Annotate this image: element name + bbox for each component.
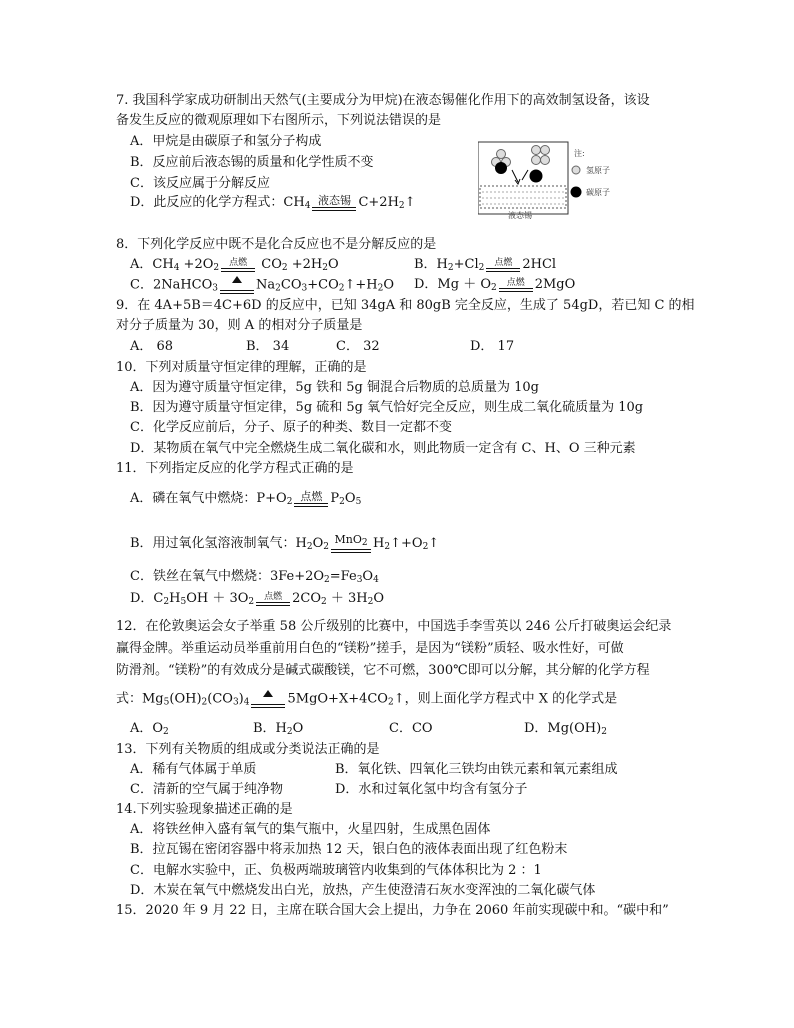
q8-b-condition: 点燃 <box>484 258 522 272</box>
q7-stem-line2: 备发生反应的微观原理如下右图所示，下列说法错误的是 <box>116 113 442 128</box>
carbon-atom-product <box>530 170 543 183</box>
q8-option-b: B．$H_2+Cl_2$ 点燃 2HCl <box>414 257 557 273</box>
q12-option-d: D．$Mg(OH)_2$ <box>524 721 607 737</box>
q14-option-d: D．木炭在氧气中燃烧发出白光，放热，产生使澄清石灰水变浑浊的二氧化碳气体 <box>130 883 596 898</box>
q7-reaction-diagram <box>478 140 628 220</box>
q12-option-c: C．CO <box>389 721 433 736</box>
q8-option-c: C．2NaHCO$_3$ $Na_2CO_3+CO_2↑+H_2O$ <box>130 277 395 294</box>
q11-option-a: A．磷在氧气中燃烧：$P+O_2$ 点燃 $P_2O_5$ <box>130 489 362 507</box>
q8-d-condition: 点燃 <box>497 278 535 292</box>
q7-d-sub2: 2 <box>398 201 405 211</box>
q12-stem-line1: 12．在伦敦奥运会女子举重 58 公斤级别的比赛中，中国选手李雪英以 246 公斤打破奥运会纪录 <box>116 619 672 634</box>
heat-triangle-icon <box>263 690 273 697</box>
legend-h-icon <box>572 166 580 174</box>
legend-h-label: 氢原子 <box>586 166 610 175</box>
q12-option-b: B．$H_2O$ <box>253 721 304 737</box>
q13-option-c: C．清新的空气属于纯净物 <box>130 782 283 797</box>
q10-option-a: A．因为遵守质量守恒定律，5g 铁和 5g 铜混合后物质的总质量为 10g <box>130 380 539 395</box>
q7-stem-line1: 7. 我国科学家成功研制出天然气(主要成分为甲烷)在液态锡催化作用下的高效制氢设备，该设 <box>116 93 650 108</box>
q14-option-c: C．电解水实验中，正、负极两端玻璃管内收集到的气体体积比为 2 ：1 <box>130 863 542 878</box>
q9-option-b: B． 34 <box>246 339 290 354</box>
q11-option-c: C．铁丝在氧气中燃烧：$3Fe+2O_2=Fe_3O_4$ <box>130 569 379 585</box>
q11-stem: 11．下列指定反应的化学方程式正确的是 <box>116 461 354 476</box>
q7-option-d <box>130 194 416 215</box>
q10-option-b: B．因为遵守质量守恒定律，5g 硫和 5g 氧气恰好完全反应，则生成二氧化硫质量为 10g <box>130 400 644 415</box>
q14-stem: 14.下列实验现象描述正确的是 <box>116 802 293 817</box>
legend-note: 注: <box>574 149 585 158</box>
q11-b-catalyst: MnO$_2$ <box>329 534 373 553</box>
q7-d-sub: 4 <box>304 201 311 211</box>
q12-stem-line3: 防滑剂。“镁粉”的有效成分是碱式碳酸镁，它不可燃，300℃即可以分解，其分解的化学方程 <box>116 663 650 678</box>
q13-option-a: A．稀有气体属于单质 <box>130 762 257 777</box>
q11-option-b: B．用过氧化氢溶液制氧气：$H_2O_2$ MnO$_2$ $H_2↑+O_2↑$ <box>130 533 440 552</box>
q10-option-c: C．化学反应前后，分子、原子的种类、数目一定都不变 <box>130 420 452 435</box>
legend-c-label: 碳原子 <box>586 188 610 197</box>
q14-option-b: B．拉瓦锡在密闭容器中将汞加热 12 天，银白色的液体表面出现了红色粉末 <box>130 842 568 857</box>
q13-option-d: D．水和过氧化氢中均含有氢分子 <box>335 782 528 797</box>
q10-option-d: D．某物质在氧气中完全燃烧生成二氧化碳和水，则此物质一定含有 C、H、O 三种元素 <box>130 441 636 456</box>
q8-a-condition: 点燃 <box>219 258 257 272</box>
q7-d-arrow: ↑ <box>404 195 416 210</box>
q11-option-d: D．$C_2H_5OH + 3O_2$ 点燃 $2CO_2 + 3H_2O$ <box>130 591 385 607</box>
legend-c-icon <box>571 187 582 198</box>
q8-stem: 8．下列化学反应中既不是化合反应也不是分解反应的是 <box>116 237 437 252</box>
q13-stem: 13．下列有关物质的组成或分类说法正确的是 <box>116 742 380 757</box>
q7-option-b: B．反应前后液态锡的质量和化学性质不变 <box>130 155 374 170</box>
q7-d-suffix: C+2H <box>358 195 399 210</box>
q12-stem-line4: 式：$Mg_5(OH)_2(CO_3)_4$ $5MgO+X+4CO_2↑$，则上面化学方程式中 X 的化学式是 <box>116 691 618 708</box>
q10-stem: 10．下列对质量守恒定律的理解，正确的是 <box>116 360 367 375</box>
liquid-tin-label: 液态锡 <box>508 211 532 220</box>
q7-option-c: C．该反应属于分解反应 <box>130 176 270 191</box>
q8-option-a: A．$CH_4 +2O_2$ 点燃 $CO_2 +2H_2O$ <box>130 257 339 273</box>
q9-option-a: A． 68 <box>130 339 174 354</box>
q7-d-prefix: D．此反应的化学方程式：CH <box>130 195 305 210</box>
q9-stem-line1: 9．在 4A+5B＝4C+6D 的反应中，已知 34gA 和 80gB 完全反应，生成了 54gD，若已知 C 的相 <box>116 298 695 313</box>
q8-c-heat-condition <box>218 276 256 294</box>
q12-stem-line2: 赢得金牌。举重运动员举重前用白色的“镁粉”搓手，是因为“镁粉”质轻、吸水性好，可做 <box>116 641 624 656</box>
liquid-tin-layer <box>480 186 566 208</box>
q11-d-condition: 点燃 <box>254 592 292 606</box>
q9-stem-line2: 对分子质量为 30，则 A 的相对分子质量是 <box>116 318 363 333</box>
q14-option-a: A．将铁丝伸入盛有氧气的集气瓶中，火星四射，生成黑色固体 <box>130 822 491 837</box>
q12-heat-condition <box>249 690 287 708</box>
q13-option-b: B．氧化铁、四氧化三铁均由铁元素和氧元素组成 <box>335 762 618 777</box>
q7-d-condition: 液态锡 <box>310 195 358 211</box>
q7-option-a: A．甲烷是由碳原子和氢分子构成 <box>130 134 322 149</box>
q8-option-d: D．$Mg + O_2$ 点燃 2MgO <box>414 277 576 293</box>
q11-a-condition: 点燃 <box>292 491 330 507</box>
q15-stem: 15．2020 年 9 月 22 日，主席在联合国大会上提出，力争在 2060 年前实现碳中和。“碳中和” <box>116 903 669 918</box>
q9-option-d: D． 17 <box>470 339 515 354</box>
q12-option-a: A．$O_2$ <box>130 721 169 737</box>
heat-triangle-icon <box>232 276 242 283</box>
q9-option-c: C． 32 <box>336 339 380 354</box>
